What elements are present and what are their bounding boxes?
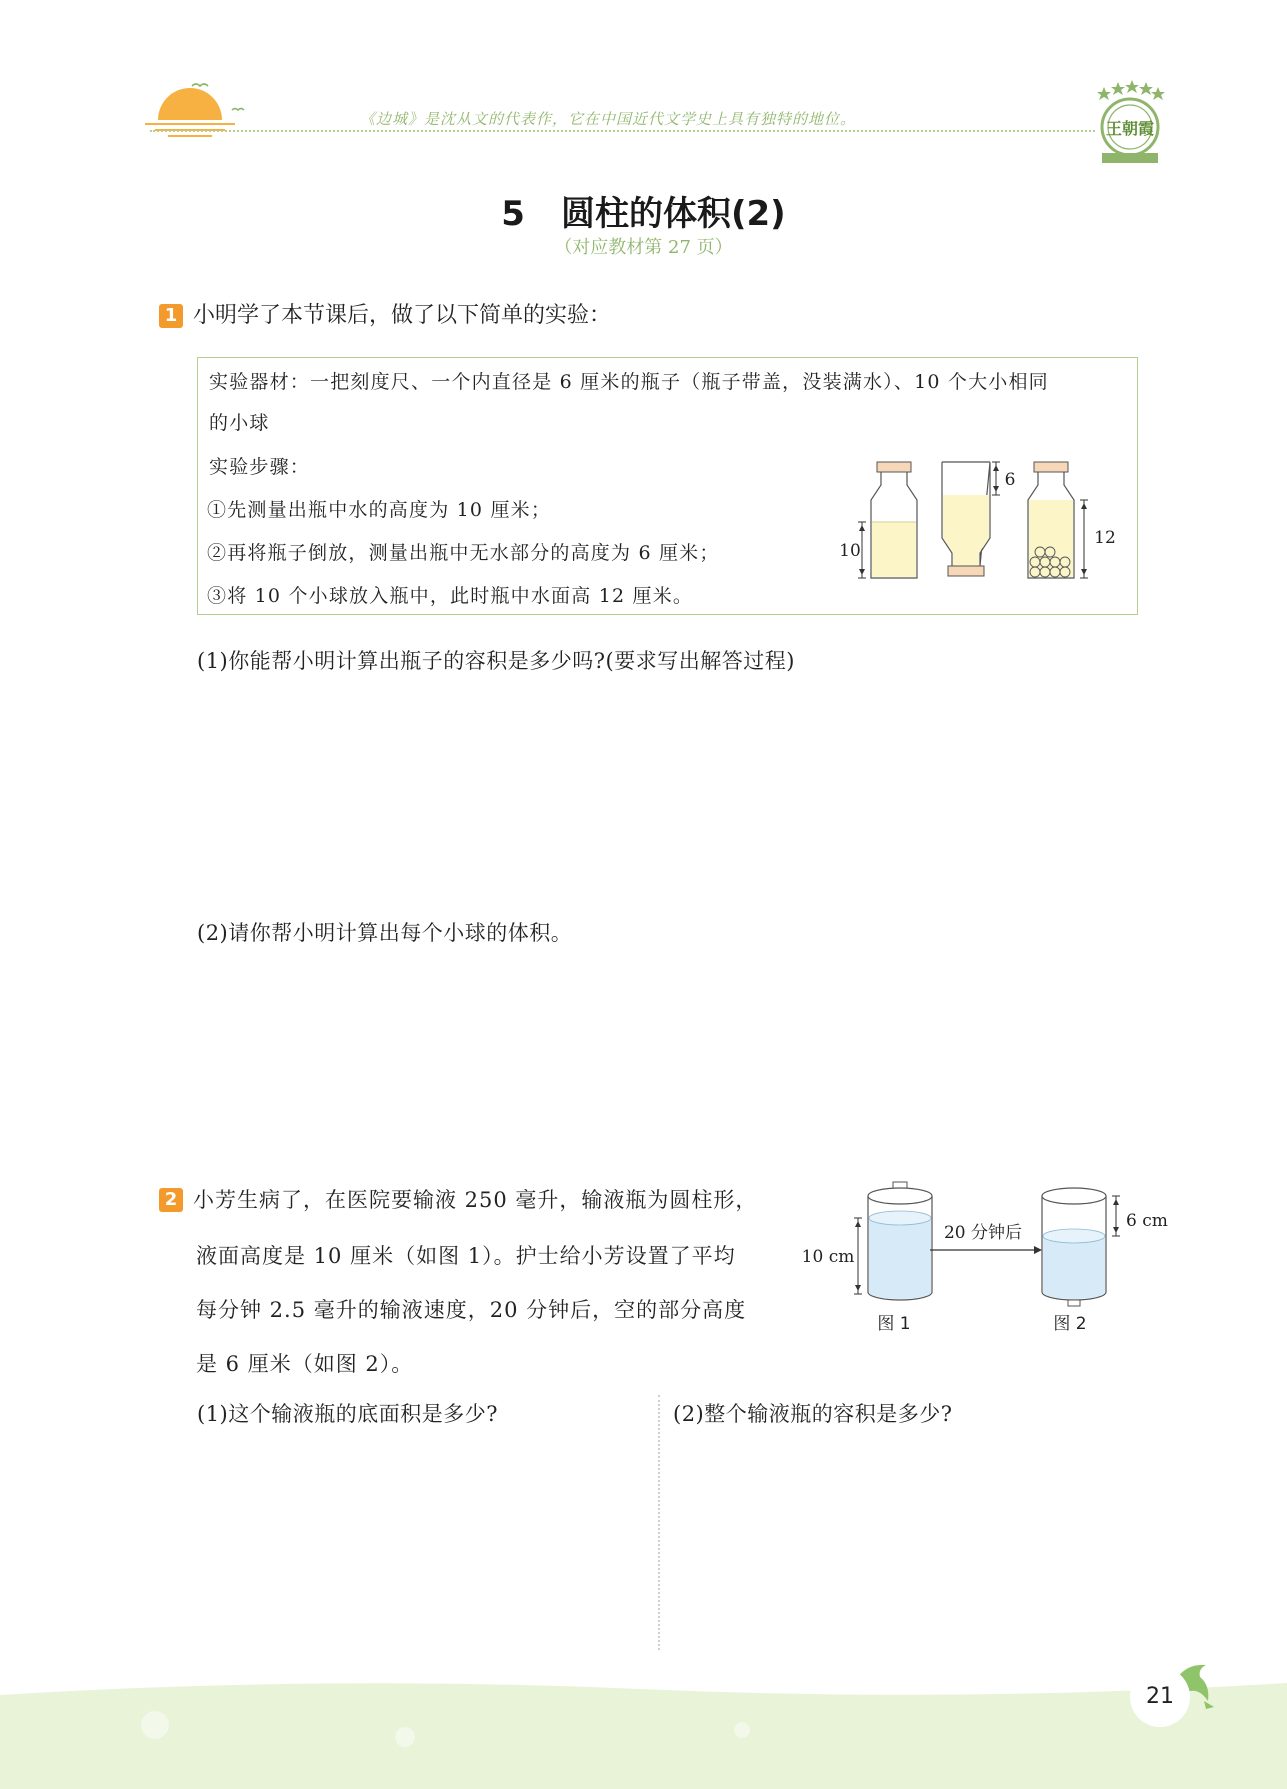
question-2-sub-1: (1)这个输液瓶的底面积是多少? xyxy=(197,1402,499,1426)
brand-badge-icon xyxy=(1090,75,1170,165)
question-2-line-4: 是 6 厘米（如图 2）。 xyxy=(196,1352,414,1376)
question-1-prompt xyxy=(159,302,611,330)
label-10: 10 xyxy=(839,541,861,561)
experiment-step-2: ②再将瓶子倒放，测量出瓶中无水部分的高度为 6 厘米； xyxy=(207,542,720,564)
bottle-inverted xyxy=(942,462,1015,576)
arrow-label: 20 分钟后 xyxy=(943,1223,1023,1243)
experiment-step-3: ③将 10 个小球放入瓶中，此时瓶中水面高 12 厘米。 xyxy=(207,585,694,607)
experiment-materials-line2: 的小球 xyxy=(209,412,270,434)
sunset-icon xyxy=(140,72,250,152)
question-1-text: 小明学了本节课后，做了以下简单的实验： xyxy=(193,303,612,328)
label-10cm: 10 cm xyxy=(801,1247,855,1267)
label-6: 6 xyxy=(1004,470,1016,490)
lesson-title xyxy=(0,186,1287,235)
label-12: 12 xyxy=(1094,528,1116,548)
time-arrow xyxy=(930,1223,1042,1254)
header-quote: 《边城》是沈从文的代表作，它在中国近代文学史上具有独特的地位。 xyxy=(360,110,857,128)
footer-background xyxy=(0,1675,1287,1789)
iv-bottle-2 xyxy=(1042,1188,1168,1334)
question-2-line-1: 小芳生病了，在医院要输液 250 毫升，输液瓶为圆柱形， xyxy=(193,1188,758,1212)
question-2-sub-2: (2)整个输液瓶的容积是多少? xyxy=(673,1402,953,1426)
bottle-with-balls xyxy=(1028,462,1116,578)
question-1-number: 1 xyxy=(159,304,183,328)
question-1-sub-2: (2)请你帮小明计算出每个小球的体积。 xyxy=(197,921,573,945)
question-2-line-3: 每分钟 2.5 毫升的输液速度，20 分钟后，空的部分高度 xyxy=(196,1298,747,1322)
header-divider xyxy=(150,130,1095,132)
question-2-line-2: 液面高度是 10 厘米（如图 1）。护士给小芳设置了平均 xyxy=(196,1244,736,1268)
iv-bottle-1 xyxy=(802,1182,932,1334)
experiment-steps-heading: 实验步骤： xyxy=(209,456,311,478)
fig-2-caption: 图 2 xyxy=(1053,1314,1087,1334)
lesson-subtitle: （对应教材第 27 页） xyxy=(554,237,733,258)
svg-text:王朝霞: 王朝霞 xyxy=(1105,119,1155,138)
lesson-title-text: 圆柱的体积(2) xyxy=(560,194,786,234)
fig-1-caption: 图 1 xyxy=(877,1314,911,1334)
page-number: 21 xyxy=(1130,1667,1190,1727)
lesson-number: 5 xyxy=(501,194,525,234)
label-6cm: 6 cm xyxy=(1126,1211,1168,1231)
iv-bottle-figure xyxy=(790,1180,1180,1340)
experiment-materials-line1: 实验器材：一把刻度尺、一个内直径是 6 厘米的瓶子（瓶子带盖，没装满水）、10 个大小相同 xyxy=(209,371,1049,393)
question-2-number: 2 xyxy=(159,1188,183,1212)
experiment-step-1: ①先测量出瓶中水的高度为 10 厘米； xyxy=(207,499,552,521)
question-1-sub-1: (1)你能帮小明计算出瓶子的容积是多少吗?(要求写出解答过程) xyxy=(197,649,795,673)
question-2-prompt xyxy=(159,1186,757,1214)
bottle-experiment-figure xyxy=(830,455,1130,590)
answer-divider xyxy=(658,1395,660,1650)
bottle-upright xyxy=(839,462,917,578)
